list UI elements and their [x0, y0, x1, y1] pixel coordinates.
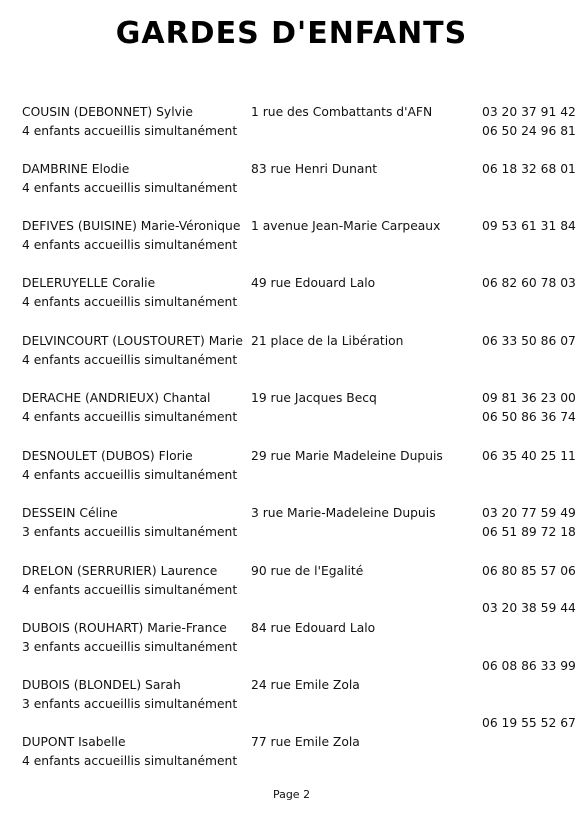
entry-name: DRELON (SERRURIER) Laurence [22, 564, 218, 578]
entry-capacity: 3 enfants accueillis simultanément [22, 640, 238, 654]
phone-number: 06 33 50 86 07 [482, 334, 576, 348]
phone-number: 06 18 32 68 01 [482, 162, 576, 176]
phone-number: 06 80 85 57 06 [482, 564, 576, 578]
entry-address: 49 rue Edouard Lalo [251, 276, 376, 290]
entry-address: 29 rue Marie Madeleine Dupuis [251, 449, 443, 463]
entry-address: 1 rue des Combattants d'AFN [251, 105, 433, 119]
entry-address: 84 rue Edouard Lalo [251, 621, 376, 635]
entry-name: DUPONT Isabelle [22, 735, 126, 749]
phone-number: 03 20 77 59 49 [482, 506, 576, 520]
entry-capacity: 3 enfants accueillis simultanément [22, 697, 238, 711]
list-item [0, 733, 583, 773]
entry-address: 3 rue Marie-Madeleine Dupuis [251, 506, 436, 520]
entry-name: DAMBRINE Elodie [22, 162, 130, 176]
entry-name: DUBOIS (BLONDEL) Sarah [22, 678, 181, 692]
entry-address: 19 rue Jacques Becq [251, 391, 377, 405]
phone-number: 06 08 86 33 99 [482, 659, 576, 673]
entry-name-block [22, 504, 247, 542]
entry-name-block [22, 274, 247, 312]
entry-name-block [22, 160, 247, 198]
entry-name-block [22, 447, 247, 485]
entry-name-block [22, 619, 247, 657]
entry-address: 83 rue Henri Dunant [251, 162, 378, 176]
phone-number: 06 19 55 52 67 [482, 716, 576, 730]
entry-capacity: 4 enfants accueillis simultanément [22, 583, 238, 597]
phone-number: 06 50 86 36 74 [482, 410, 576, 424]
entry-capacity: 4 enfants accueillis simultanément [22, 238, 238, 252]
entry-name: DESNOULET (DUBOS) Florie [22, 449, 193, 463]
page-number: Page 2 [272, 788, 311, 801]
phone-number: 06 50 24 96 81 [482, 124, 576, 138]
entry-name: DEFIVES (BUISINE) Marie-Véronique [22, 219, 241, 233]
entry-capacity: 4 enfants accueillis simultanément [22, 754, 238, 768]
page-title: GARDES D'ENFANTS [115, 16, 468, 51]
entry-name: DESSEIN Céline [22, 506, 118, 520]
entry-capacity: 4 enfants accueillis simultanément [22, 295, 238, 309]
entry-name: DELERUYELLE Coralie [22, 276, 156, 290]
entry-address: 90 rue de l'Egalité [251, 564, 364, 578]
phone-number: 09 81 36 23 00 [482, 391, 576, 405]
phone-number: 03 20 37 91 42 [482, 105, 576, 119]
entry-name-block [22, 217, 247, 255]
entry-name-block [22, 103, 247, 141]
entry-name-block [22, 676, 247, 714]
entry-address: 21 place de la Libération [251, 334, 404, 348]
entry-name-block [22, 389, 247, 427]
entry-name-block [22, 332, 247, 370]
entry-capacity: 4 enfants accueillis simultanément [22, 181, 238, 195]
entry-capacity: 4 enfants accueillis simultanément [22, 124, 238, 138]
entry-capacity: 4 enfants accueillis simultanément [22, 410, 238, 424]
list-item [0, 676, 583, 716]
phone-number: 09 53 61 31 84 [482, 219, 576, 233]
phone-number: 03 20 38 59 44 [482, 601, 576, 615]
entry-name: DERACHE (ANDRIEUX) Chantal [22, 391, 211, 405]
list-item [0, 619, 583, 659]
entry-name: DUBOIS (ROUHART) Marie-France [22, 621, 227, 635]
entry-address: 77 rue Emile Zola [251, 735, 360, 749]
entry-capacity: 4 enfants accueillis simultanément [22, 468, 238, 482]
entry-capacity: 4 enfants accueillis simultanément [22, 353, 238, 367]
entry-address: 1 avenue Jean-Marie Carpeaux [251, 219, 441, 233]
entry-name: COUSIN (DEBONNET) Sylvie [22, 105, 193, 119]
entry-name-block [22, 733, 247, 771]
phone-number: 06 35 40 25 11 [482, 449, 576, 463]
phone-number: 06 82 60 78 03 [482, 276, 576, 290]
entry-address: 24 rue Emile Zola [251, 678, 360, 692]
entry-name: DELVINCOURT (LOUSTOURET) Marie [22, 334, 243, 348]
entry-name-block [22, 562, 247, 600]
phone-number: 06 51 89 72 18 [482, 525, 576, 539]
entry-capacity: 3 enfants accueillis simultanément [22, 525, 238, 539]
